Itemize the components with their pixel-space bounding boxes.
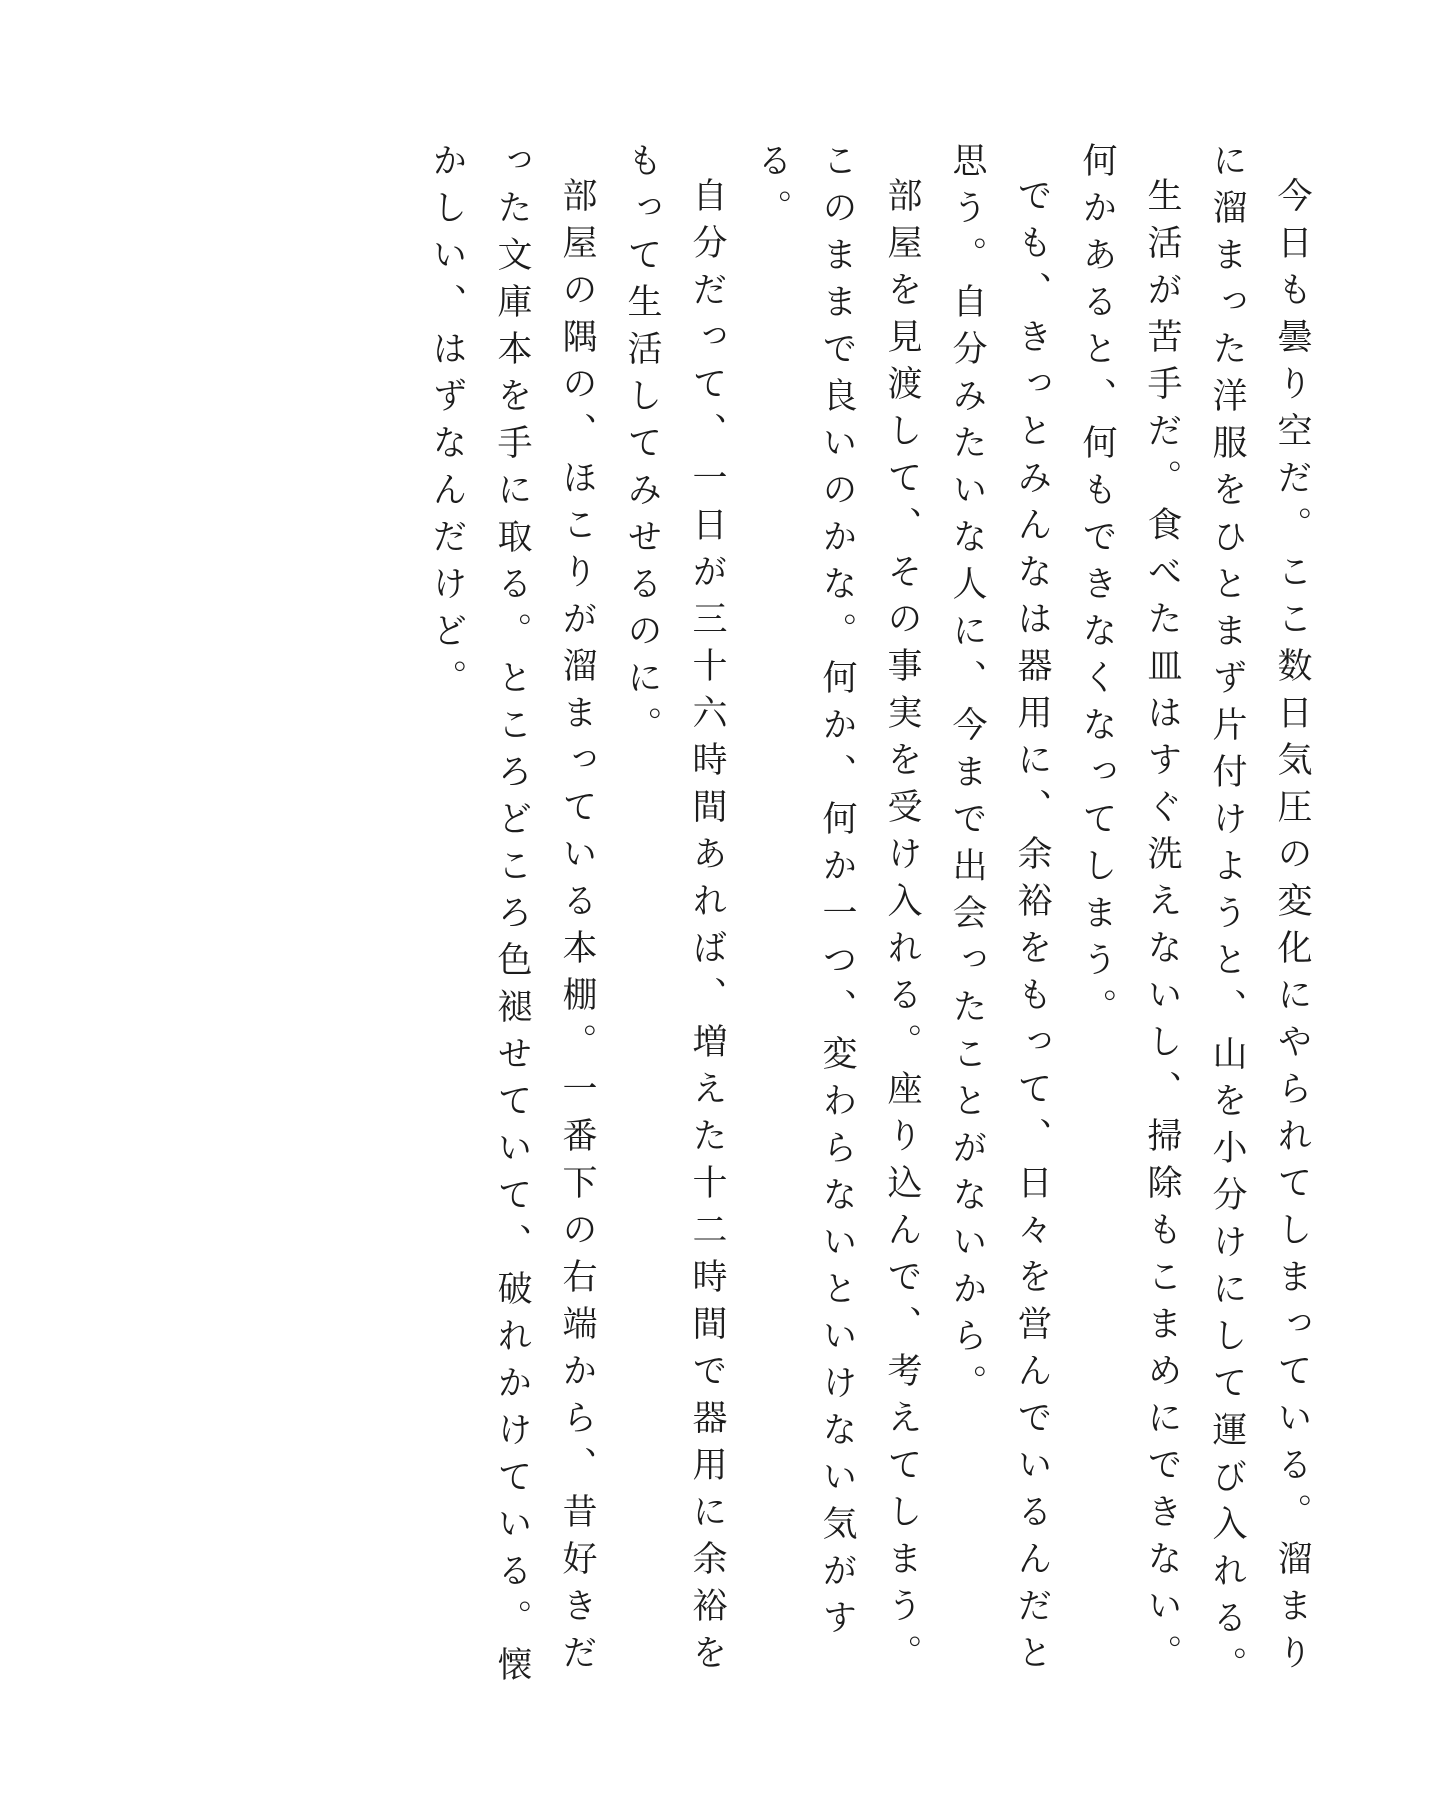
paragraph-5: 自分だって、一日が三十六時間あれば、増えた十二時間で器用に余裕をもって生活してみせるのに。: [622, 142, 727, 1681]
paragraph-6: 部屋の隅の、ほこりが溜まっている本棚。一番下の右端から、昔好きだった文庫本を手に取る。ところどころ色褪せていて、破れかけている。懐かしい、はずなんだけど。: [427, 142, 597, 1693]
paragraph-1: 今日も曇り空だ。ここ数日気圧の変化にやられてしまっている。溜まりに溜まった洋服をひとまず片付けようと、山を小分けにして運び入れる。: [1207, 142, 1312, 1693]
essay-text: [414, 142, 1324, 1702]
paragraph-3: でも、きっとみんなは器用に、余裕をもって、日々を営んでいるんだと思う。自分みたいな人に、今まで出会ったことがないから。: [947, 142, 1052, 1681]
paragraph-2: 生活が苦手だ。食べた皿はすぐ洗えないし、掃除もこまめにできない。何かあると、何もできなくなってしまう。: [1077, 142, 1182, 1681]
paragraph-4: 部屋を見渡して、その事実を受け入れる。座り込んで、考えてしまう。このままで良いのかな。何か、何か一つ、変わらないといけない気がする。: [752, 142, 922, 1681]
